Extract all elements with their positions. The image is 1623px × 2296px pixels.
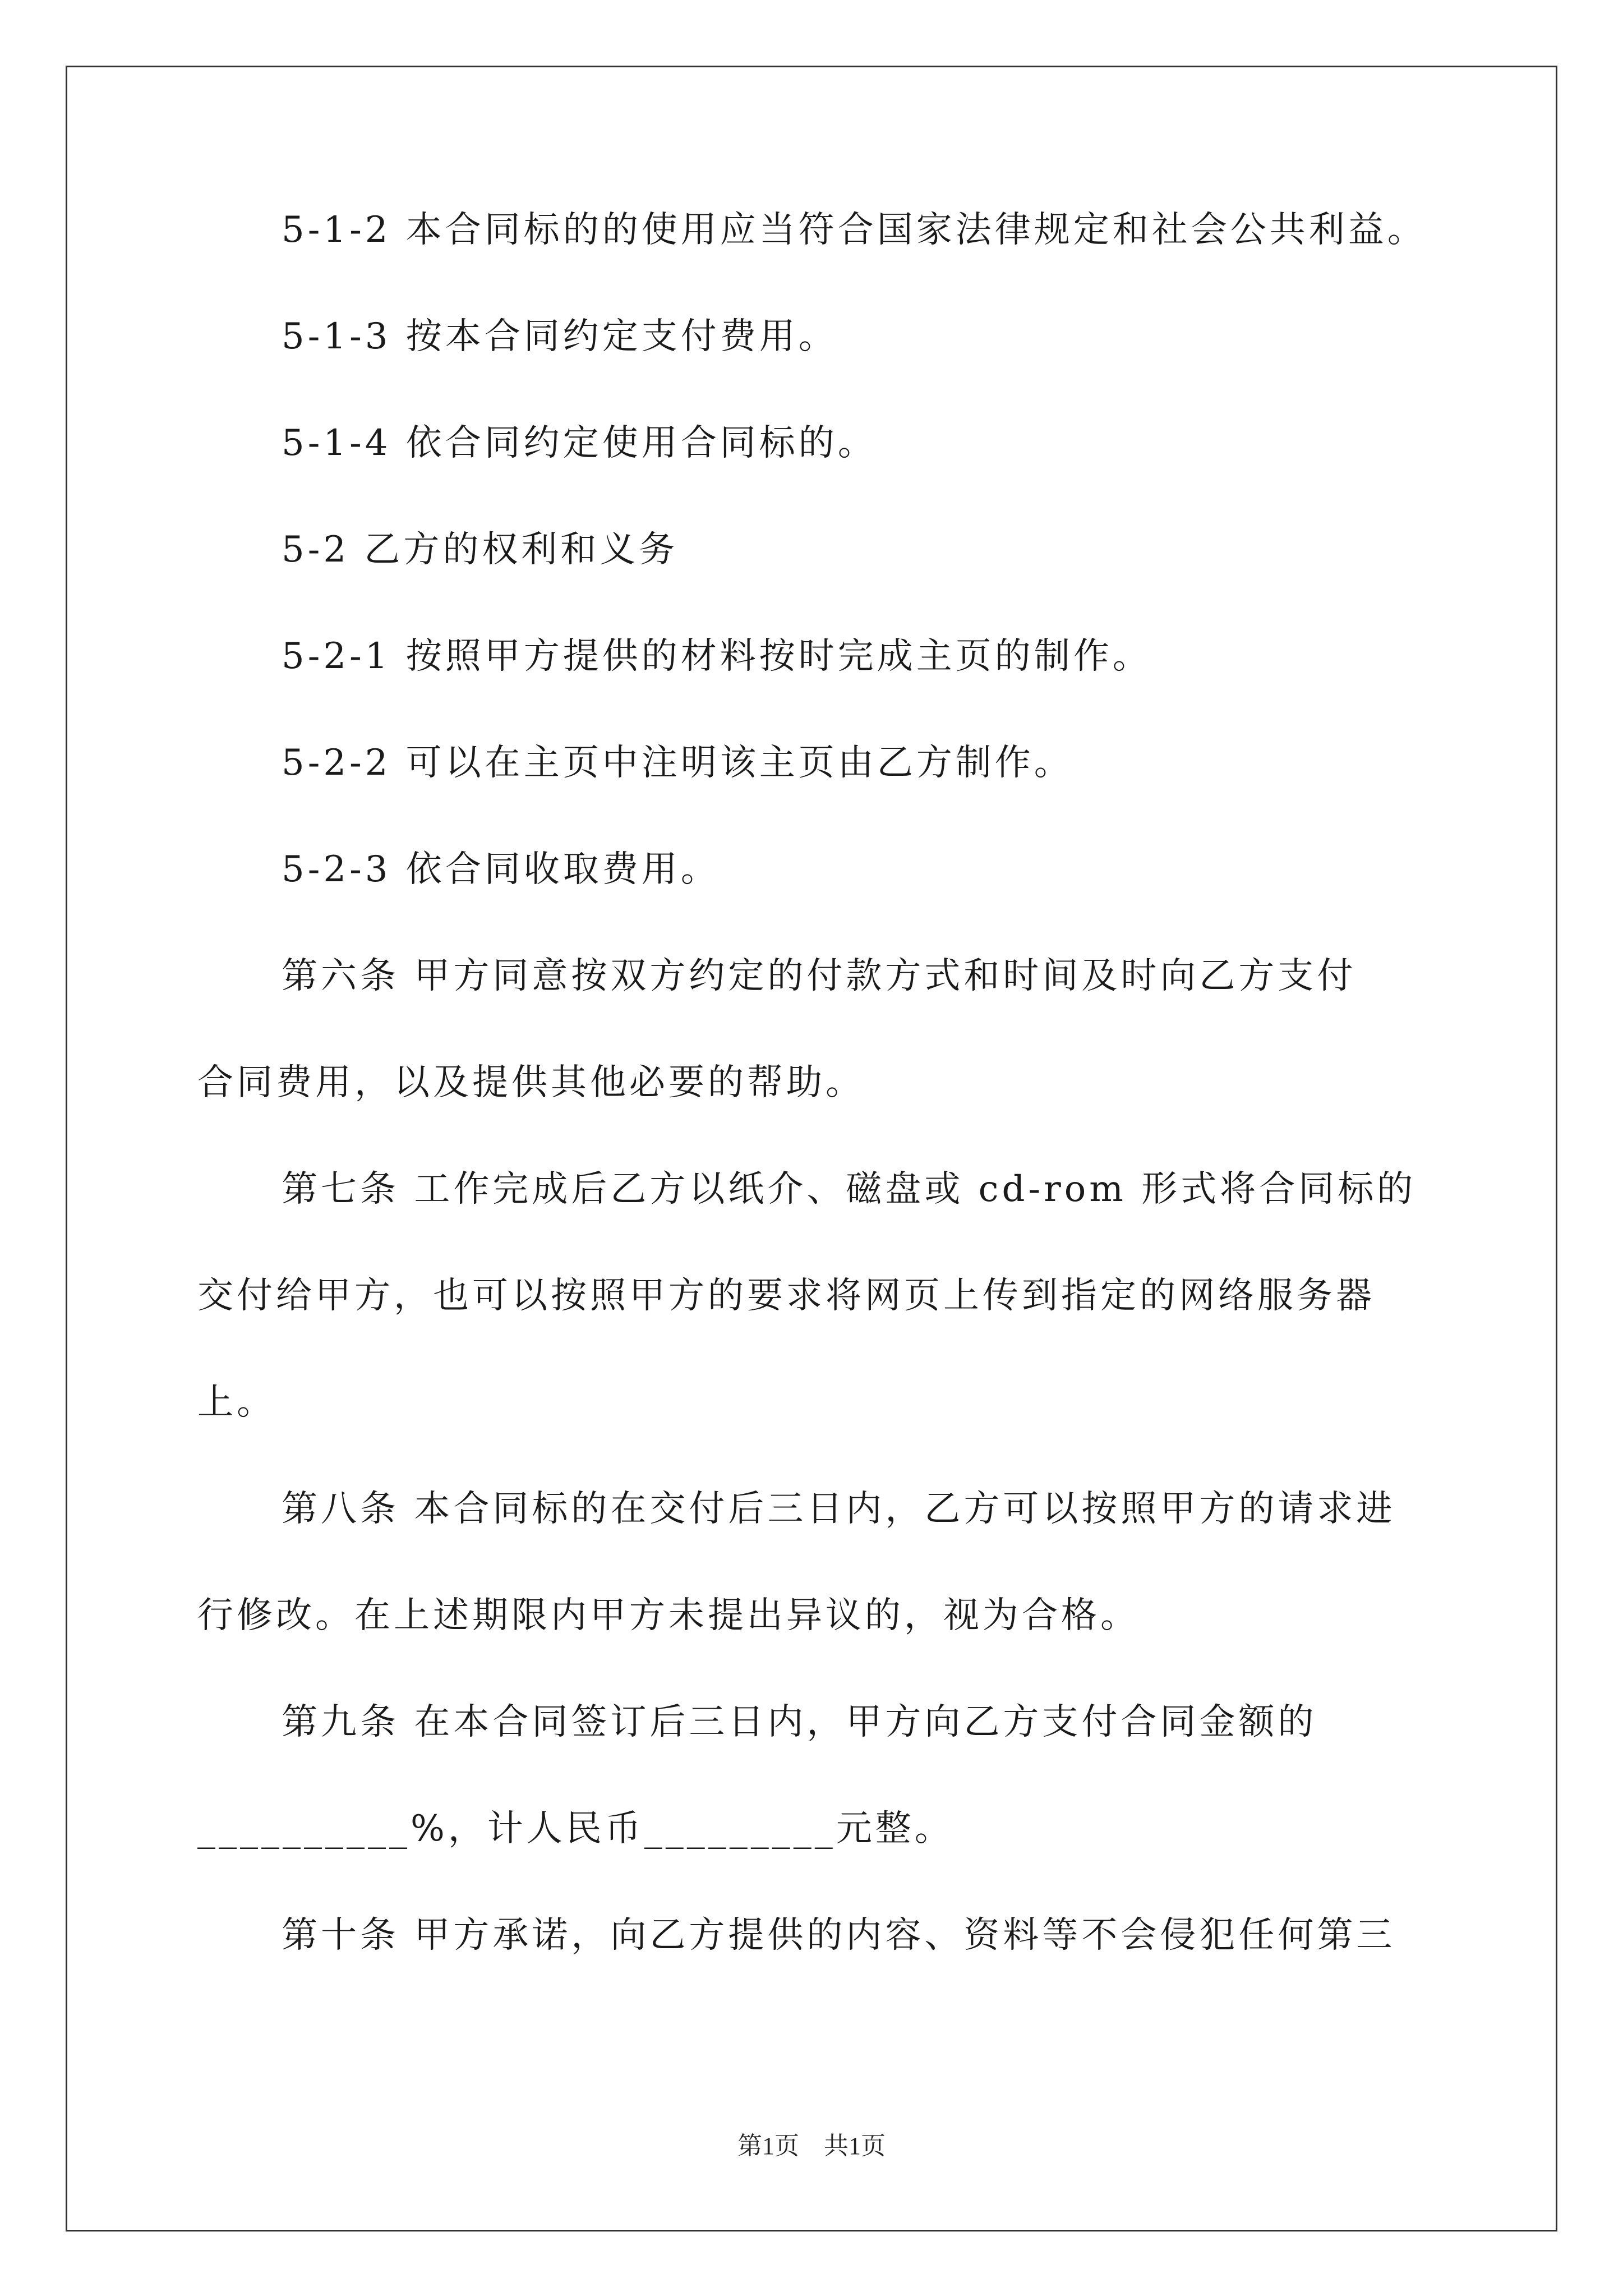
article-7-line-3: 上。 [197,1382,276,1423]
article-7-line-2: 交付给甲方，也可以按照甲方的要求将网页上传到指定的网络服务器 [197,1275,1375,1317]
section-5-2-heading: 5-2 乙方的权利和义务 [282,529,679,570]
page-number-footer: 第1页 共1页 [737,2132,886,2160]
article-8-line-1: 第八条 本合同标的在交付后三日内，乙方可以按照甲方的请求进 [282,1488,1396,1530]
article-9-line-1: 第九条 在本合同签订后三日内，甲方向乙方支付合同金额的 [282,1701,1317,1743]
clause-5-1-3: 5-1-3 按本合同约定支付费用。 [282,316,838,357]
clause-5-2-1: 5-2-1 按照甲方提供的材料按时完成主页的制作。 [282,636,1152,677]
article-6-line-1: 第六条 甲方同意按双方约定的付款方式和时间及时向乙方支付 [282,955,1357,997]
article-6-line-2: 合同费用，以及提供其他必要的帮助。 [197,1062,865,1103]
clause-5-2-3: 5-2-3 依合同收取费用。 [282,849,720,890]
clause-5-1-4: 5-1-4 依合同约定使用合同标的。 [282,422,877,464]
article-10-line-1: 第十条 甲方承诺，向乙方提供的内容、资料等不会侵犯任何第三 [282,1915,1396,1956]
article-7-line-1: 第七条 工作完成后乙方以纸介、磁盘或 cd-rom 形式将合同标的 [282,1168,1417,1210]
clause-5-2-2: 5-2-2 可以在主页中注明该主页由乙方制作。 [282,742,1073,784]
article-9-line-2: __________%，计人民币_________元整。 [197,1808,954,1849]
clause-5-1-2: 5-1-2 本合同标的的使用应当符合国家法律规定和社会公共利益。 [282,209,1427,251]
page-border [66,66,1557,2231]
article-8-line-2: 行修改。在上述期限内甲方未提出异议的，视为合格。 [197,1595,1140,1636]
